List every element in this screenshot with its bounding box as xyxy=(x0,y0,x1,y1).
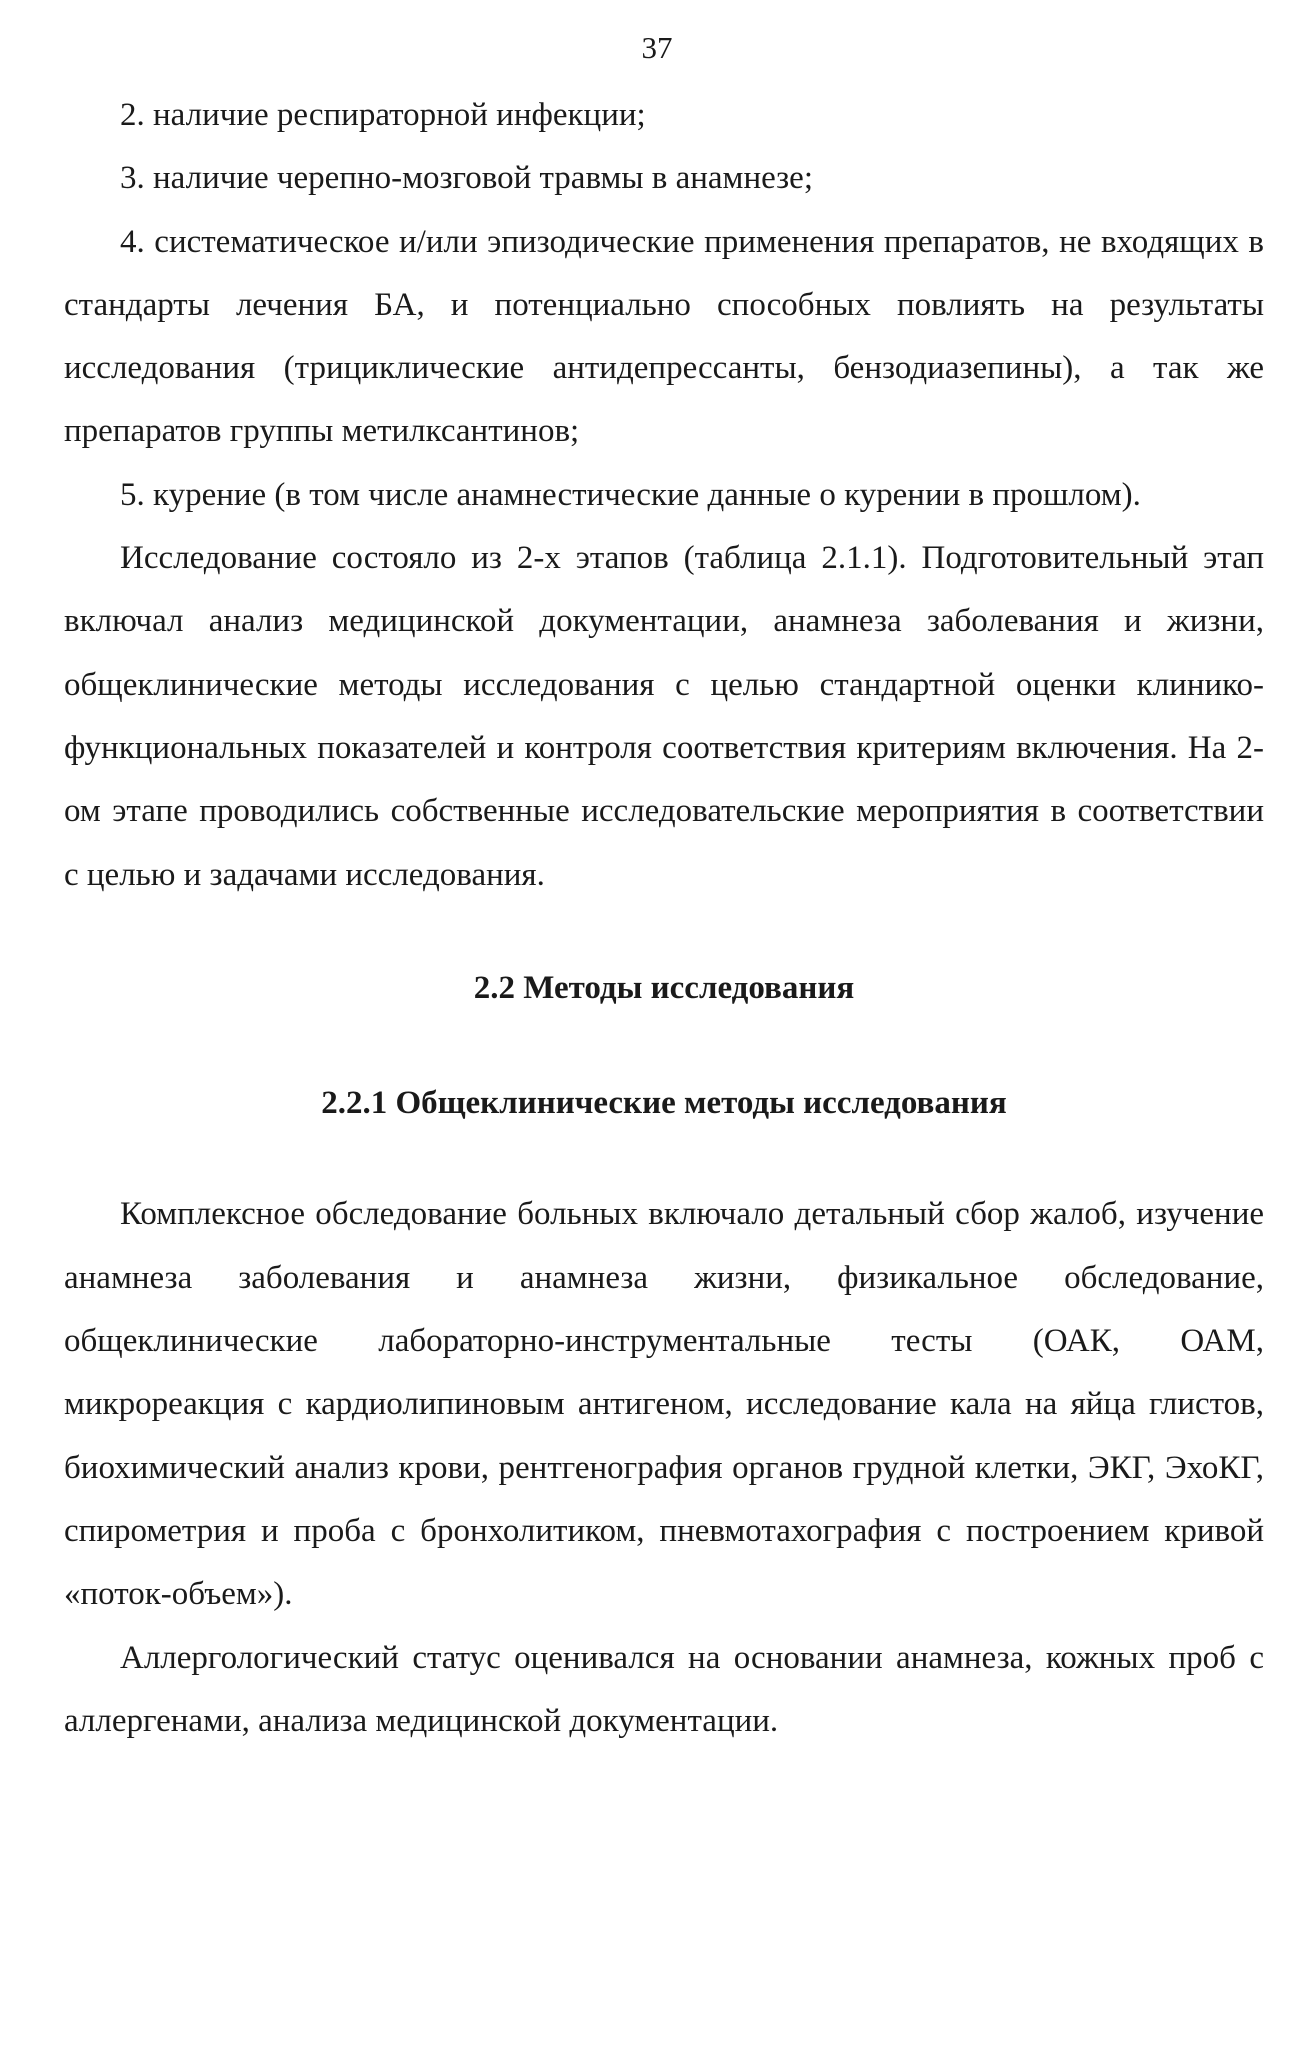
paragraph-study-stages: Исследование состояло из 2-х этапов (таблица 2.1.1). Подготовительный этап включал анализ медицинской документации, анамнеза заболевания и жизни, общеклинические методы исследования с целью стандартной оценки клинико-функциональных показателей и контроля соответствия критериям включения. На 2-ом этапе проводились собственные исследовательские мероприятия в соответствии с целью и задачами исследования. xyxy=(64,540,1264,893)
paragraph-allergy-status: Аллергологический статус оценивался на основании анамнеза, кожных проб с аллергенами, анализа медицинской документации. xyxy=(64,1639,1264,1739)
list-item-medications: 4. систематическое и/или эпизодические применения препаратов, не входящих в стандарты лечения БА, и потенциально способных повлиять на результаты исследования (трициклические антидепрессанты, бензодиазепины), а так же препаратов группы метилксантинов; xyxy=(64,223,1264,450)
paragraph-complex-examination: Комплексное обследование больных включало детальный сбор жалоб, изучение анамнеза заболевания и анамнеза жизни, физикальное обследование, общеклинические лабораторно-инструментальные тесты (ОАК, ОАМ, микрореакция с кардиолипиновым антигеном, исследование кала на яйца глистов, биохимический анализ крови, рентгенография органов грудной клетки, ЭКГ, ЭхоКГ, спирометрия и проба с бронхолитиком, пневмотахография с построением кривой «поток-объем»). xyxy=(64,1196,1264,1613)
list-item-respiratory-infection: 2. наличие респираторной инфекции; xyxy=(120,97,646,133)
list-item-head-trauma: 3. наличие черепно-мозговой травмы в анамнезе; xyxy=(120,160,813,197)
page-number: 37 xyxy=(641,30,673,65)
list-item-smoking: 5. курение (в том числе анамнестические данные о курении в прошлом). xyxy=(120,476,1141,513)
page-content xyxy=(64,84,1264,1753)
subsection-heading-clinical-methods: 2.2.1 Общеклинические методы исследования xyxy=(321,1085,1007,1122)
section-heading-methods: 2.2 Методы исследования xyxy=(473,969,855,1006)
